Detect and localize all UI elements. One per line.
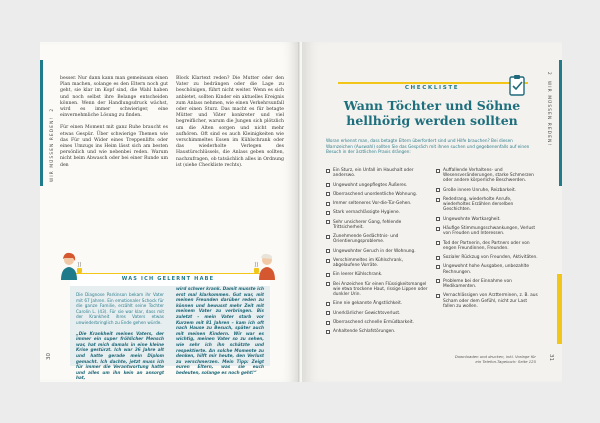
checkbox-square-icon[interactable] (326, 211, 330, 215)
box-quote-1: „Die Krankheit meines Vaters, der immer ein super fröhlicher Mensch war, hat mich damals in eine kleine Krise gestürzt. Ich war 36 Jahre alt und hatte gerade mein Diplom gemacht. Ich dachte, jetzt muss ich für immer die Verantwortung hatte und alles um ihn kein an ansorgt hat, (76, 330, 164, 381)
checklist-item (326, 249, 430, 254)
checkbox-square-icon[interactable] (436, 227, 440, 231)
checklist-item-text: Überraschend unordentliche Wohnung. (333, 191, 418, 197)
checklist-item (326, 272, 430, 277)
headline-line-1: Wann Töchter und Söhne (343, 98, 521, 113)
checklist-item-text: Immer selteneres Vor-die-Tür-Gehen. (333, 201, 412, 207)
box-intro: Die Diagnose Parkinson bekam ihr Vater mit 67 Jahren. Ein emotionaler Schock für die ganze Familie, erzählt seine Tochter Carolin L. (43). Für sie war klar, dass mit der Krankheit ihres Vaters etwas unwiederbringlich zu Ende gehen würde. (76, 292, 164, 325)
man-with-cup-icon (248, 250, 282, 284)
checkbox-square-icon[interactable] (436, 294, 440, 298)
checklist-item (436, 264, 540, 274)
checkbox-square-icon[interactable] (326, 202, 330, 206)
checklist-item-text: Ein Sturz, ein Unfall im Haushalt oder anderswo. (333, 168, 414, 179)
checkbox-square-icon[interactable] (326, 249, 330, 253)
woman-with-cup-icon (54, 250, 88, 284)
checklist-item-text: Häufige Stimmungsschwankungen, Verlust von Freuden und Interessen. (443, 226, 536, 237)
checkbox-square-icon[interactable] (326, 235, 330, 239)
checkbox-square-icon[interactable] (436, 256, 440, 260)
left-page-number: 30 (46, 352, 52, 360)
checklist-headline (302, 98, 562, 128)
right-yellow-bar (557, 274, 562, 344)
checklist-item-text: Zunehmende Gedächtnis- und Orientierungsprobleme. (333, 234, 399, 245)
right-page-number: 31 (548, 354, 554, 362)
checklist-item-text: Überraschend schnelle Ermüdbarkeit. (333, 320, 414, 326)
checkbox-square-icon[interactable] (326, 183, 330, 187)
checklist-item (326, 320, 430, 325)
checklist-item (436, 217, 540, 222)
checkbox-square-icon[interactable] (326, 302, 330, 306)
box-quote-2: wird schwer krank. Damit musste ich erst mal klarkommen. Gut war, mit meinen Freunden darüber reden zu können und bewusst mehr Zeit mit meinem Vater zu verbringen. Bis zuletzt – mein Vater starb vor Kurzem mit 81 Jahren – kam ich oft nach Hause zu Besuch, später auch mit meinen Kindern. Wir war es wichtig, meinen Vater so zu sehen, wie sehr ich ihn schätzte und respektierte. An solche Momente zu denken, hilft mir heute, den Verlust zu verschmerzen. Mein Tipp: Zeigt euren Eltern, was sie euch bedeuten, solange es noch geht!“ (176, 286, 264, 375)
checkbox-square-icon[interactable] (436, 188, 440, 192)
checklist-item-text: Rededrang, wiederholte Anrufe, wiederholtes Erzählen derselben Geschichten. (443, 197, 514, 213)
checkbox-square-icon[interactable] (326, 321, 330, 325)
checklist-item-text: Eine nie gekannte Ängstlichkeit. (333, 301, 403, 307)
checkbox-square-icon[interactable] (436, 241, 440, 245)
checklist-tag: CHECKLISTE (404, 85, 460, 91)
checklist-item (326, 210, 430, 215)
learned-box (52, 262, 284, 381)
checklist-item-text: Ungewohnt hohe Ausgaben, unbezahlte Rechnungen. (443, 264, 530, 275)
box-column-1 (76, 292, 164, 381)
checklist-item (436, 226, 540, 236)
checklist-item-text: Vernachlässigen von Arztterminen, z. B. aus Scham oder dem Gefühl, nicht zur Last fallen zu wollen. (443, 293, 538, 309)
checklist-item-text: Probleme bei der Einnahme von Medikamenten. (443, 278, 512, 289)
checklist-item (436, 279, 540, 289)
paragraph: besser. Nur dann kann man gemeinsam einen Plan machen, solange es den Eltern noch gut geht, sie klar im Kopf sind, die Wahl haben und noch selbst ihre Belange entscheiden können. Wenn der Handlungsdruck wächst, wird es immer schwieriger, eine einvernehmliche Lösung zu finden. (60, 76, 168, 119)
box-tag: WAS ICH GELERNT HABE (121, 276, 215, 282)
checklist-item (436, 255, 540, 260)
checkbox-square-icon[interactable] (326, 311, 330, 315)
checkbox-square-icon[interactable] (326, 330, 330, 334)
checklist-item (326, 282, 430, 298)
checkbox-square-icon[interactable] (436, 198, 440, 202)
checklist-item-text: Anhaltende Schlafstörungen. (333, 329, 396, 335)
checklist-item-text: Auffallende Verhaltens- und Wesensveränderungen, starke Schmerzen oder andere körperliche Beschwerden. (443, 168, 534, 184)
open-book (40, 42, 562, 382)
left-column-2 (176, 76, 284, 169)
checklist-item (436, 188, 540, 193)
box-column-2 (176, 286, 264, 376)
checklist-item (326, 311, 430, 316)
checklist-item-text: Ein leerer Kühlschrank. (333, 272, 383, 278)
checklist-item (326, 301, 430, 306)
checkbox-square-icon[interactable] (326, 259, 330, 263)
left-running-head: WIR MÜSSEN REDEN! 2 (49, 107, 54, 182)
clipboard-check-icon (508, 74, 526, 96)
checklist-item (436, 241, 540, 251)
checkbox-square-icon[interactable] (436, 265, 440, 269)
checklist-item-text: Stark vernachlässigte Hygiene. (333, 210, 400, 216)
checklist-right-column (436, 168, 540, 313)
download-footnote: Downloaden und drucken, inkl. Vorlage für ein Telefon-Tagebuch: Seite 125 (454, 354, 536, 364)
checklist-item-text: Verschimmeltes im Kühlschrank, abgelaufene Vorräte. (333, 257, 403, 269)
checklist-item-text: Ungewohnt ungepflegtes Äußeres. (333, 182, 408, 188)
checkbox-square-icon[interactable] (326, 192, 330, 196)
left-page (40, 42, 300, 382)
checkbox-square-icon[interactable] (326, 273, 330, 277)
paragraph: Für einen Moment mit ganz Ruhe braucht es etwas Gespür. Über schwierige Themen wie das Für und Wider eines Treppenlifts oder eines Umzugs ins Heim lässt sich am besten persönlich und wie nebenbei reden. Warum nicht beim Abwasch oder bei einer Runde um den (60, 125, 168, 168)
right-page (302, 42, 562, 382)
checklist-item (326, 168, 430, 178)
checkbox-square-icon[interactable] (436, 169, 440, 173)
left-column-1 (60, 76, 168, 169)
checklist-item (326, 329, 430, 334)
checklist-item (326, 220, 430, 230)
left-accent-bar (40, 60, 43, 186)
checklist-item (326, 192, 430, 197)
checklist-top-line (338, 82, 528, 84)
checklist-item (326, 183, 430, 188)
checklist-item (326, 234, 430, 244)
checklist-item (326, 201, 430, 206)
headline-line-2: hellhörig werden sollten (346, 113, 518, 128)
checklist-left-column (326, 168, 430, 339)
right-running-head: 2 WIR MÜSSEN REDEN! (547, 72, 552, 147)
checkbox-square-icon[interactable] (326, 220, 330, 224)
paragraph: Block Klartext reden? Die Mutter oder den Vater zu bedrängen oder die Lage zu beschönigen, führt nicht weiter. Wenn es sich anbietet, sollten Kinder ein aktuelles Ereignis zum Anlass nehmen, wie einen Verkehrsunfall oder einen Sturz. Das macht es für betagte Mütter und Väter konkreter und viel begreiflicher, warum die Jungen sich plötzlich um die Alten sorgen und nicht mehr aufhören. Oft sind es auch Kleinigkeiten wie verschimmeltes Essen im Kühlschrank oder das wiederholte Verlegen des Haustürschlüssels, die Anlass geben sollten, nachzufragen, ob tatsächlich alles in Ordnung ist (siehe Checkliste rechts). (176, 76, 284, 168)
checkbox-square-icon[interactable] (436, 279, 440, 283)
checklist-item-text: Ungewohnter Geruch in der Wohnung. (333, 248, 416, 254)
checklist-intro: Woran erkennt man, dass betagte Eltern überfordert sind und Hilfe brauchen? Bei diesen Warnzeichen (Auswahl) sollten Sie das Gespräch mit ihnen suchen und gegebenenfalls auf einen Besuch in der ärztlichen Praxis drängen: (326, 138, 530, 155)
checkbox-square-icon[interactable] (326, 282, 330, 286)
checkbox-square-icon[interactable] (326, 169, 330, 173)
checklist-item-text: Bei Anzeichen für einen Flüssigkeitsmangel wie etwa trockene Haut, rissige Lippen oder dunkler Urin. (333, 281, 428, 298)
checklist-item-text: Sehr unsicherer Gang, fehlende Trittsicherheit. (333, 219, 402, 230)
checklist-item-text: Ungewohnte Wortkargheit. (443, 216, 501, 222)
checklist-item (436, 293, 540, 309)
checklist-item-text: Unerklärlicher Gewichtsverlust. (333, 310, 401, 316)
checklist-item (326, 258, 430, 268)
checklist-item (436, 197, 540, 213)
checkbox-square-icon[interactable] (436, 217, 440, 221)
checklist-item (436, 168, 540, 184)
checklist-item-text: Sozialer Rückzug von Freunden, Aktivitäten. (443, 255, 538, 260)
checklist-item-text: Tod der Partnerin, des Partners oder von engen Freundinnen, Freunden. (443, 240, 530, 251)
checklist-item-text: Große innere Unruhe, Reizbarkeit. (443, 187, 517, 193)
